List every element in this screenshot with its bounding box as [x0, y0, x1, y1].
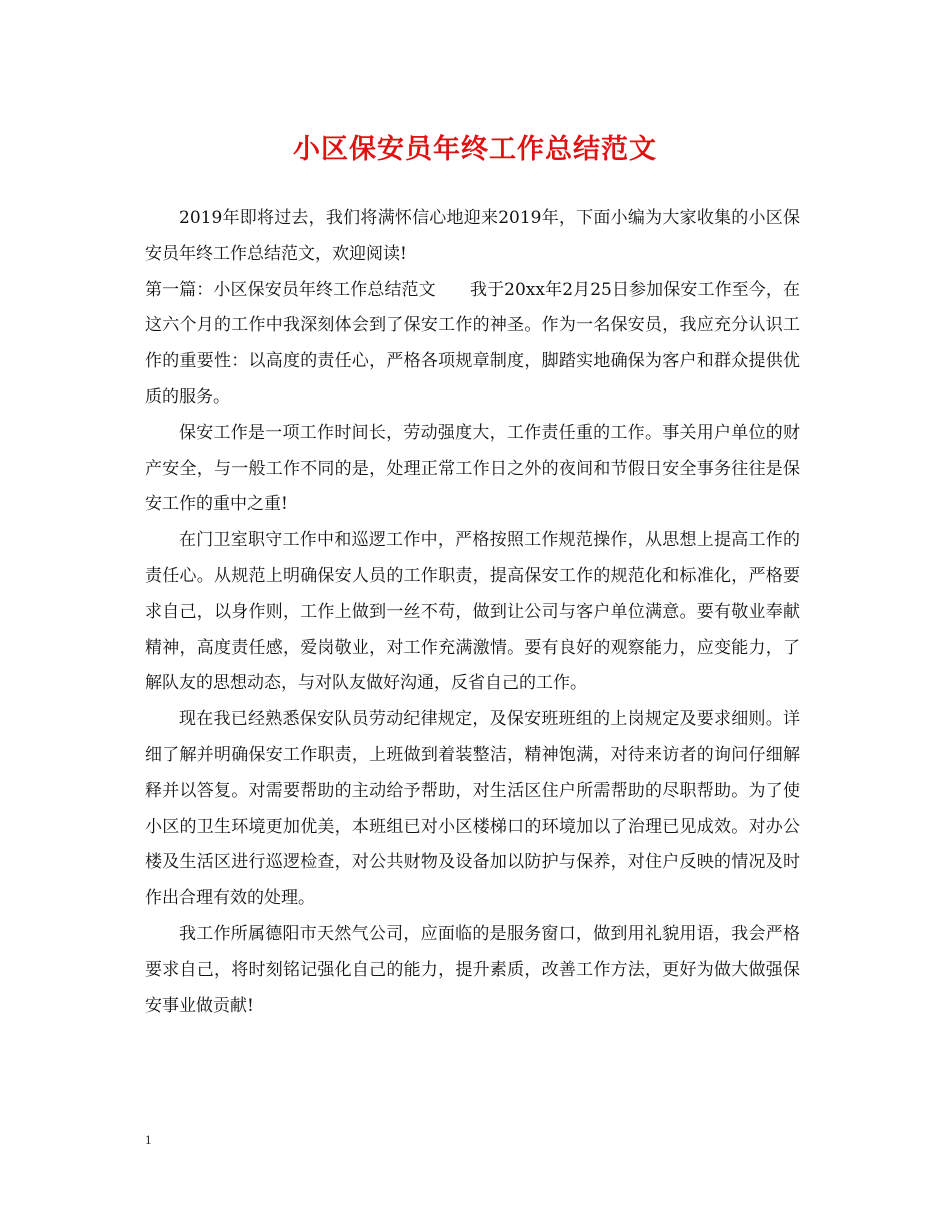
paragraph-first-article: 第一篇：小区保安员年终工作总结范文 我于20xx年2月25日参加保安工作至今，在这六个月的工作中我深刻体会到了保安工作的神圣。作为一名保安员，我应充分认识工作的重要性：以高度的责任心，严格各项规章制度，脚踏实地确保为客户和群众提供优质的服务。: [145, 279, 800, 407]
document-body: [145, 201, 800, 1024]
paragraph-intro: 2019年即将过去，我们将满怀信心地迎来2019年，下面小编为大家收集的小区保安员年终工作总结范文，欢迎阅读!: [145, 208, 800, 264]
paragraph-security-work: 保安工作是一项工作时间长，劳动强度大，工作责任重的工作。事关用户单位的财产安全，与一般工作不同的是，处理正常工作日之外的夜间和节假日安全事务往往是保安工作的重中之重!: [145, 422, 800, 515]
document-title: 小区保安员年终工作总结范文: [293, 134, 657, 165]
page-number: 1: [145, 1132, 152, 1147]
paragraph-conclusion: 我工作所属德阳市天然气公司，应面临的是服务窗口，做到用礼貌用语，我会严格要求自己，将时刻铭记强化自己的能力，提升素质，改善工作方法，更好为做大做强保安事业做贡献!: [145, 923, 800, 1016]
paragraph-patrol-duty: 在门卫室职守工作中和巡逻工作中，严格按照工作规范操作，从思想上提高工作的责任心。从规范上明确保安人员的工作职责，提高保安工作的规范化和标准化，严格要求自己，以身作则，工作上做到一丝不苟，做到让公司与客户单位满意。要有敬业奉献精神，高度责任感，爱岗敬业，对工作充满激情。要有良好的观察能力，应变能力，了解队友的思想动态，与对队友做好沟通，反省自己的工作。: [145, 530, 800, 694]
paragraph-current-status: 现在我已经熟悉保安队员劳动纪律规定，及保安班班组的上岗规定及要求细则。详细了解并明确保安工作职责，上班做到着装整洁，精神饱满，对待来访者的询问仔细解释并以答复。对需要帮助的主动给予帮助，对生活区住户所需帮助的尽职帮助。为了使小区的卫生环境更加优美，本班组已对小区楼梯口的环境加以了治理已见成效。对办公楼及生活区进行巡逻检查，对公共财物及设备加以防护与保养，对住户反映的情况及时作出合理有效的处理。: [145, 709, 800, 909]
